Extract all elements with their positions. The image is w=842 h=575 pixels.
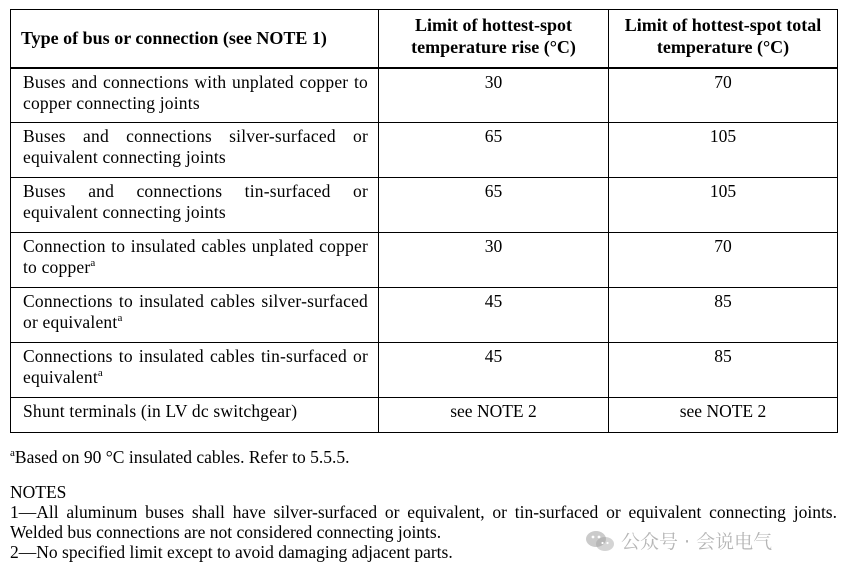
footnote-text: Based on 90 °C insulated cables. Refer to 5.5.5. <box>14 447 350 467</box>
description-text: Buses and connections with unplated copper to copper connecting joints <box>23 71 368 113</box>
row-description <box>11 178 379 233</box>
footnote-marker: a <box>117 312 123 325</box>
total-temperature-cell: 85 <box>609 288 838 343</box>
notes-title: NOTES <box>10 482 67 502</box>
row-description <box>11 123 379 178</box>
table-row <box>11 343 838 398</box>
table-footnote <box>10 447 349 468</box>
temperature-rise-cell: 30 <box>379 68 609 123</box>
temperature-rise-cell: 45 <box>379 288 609 343</box>
total-temperature-cell: 70 <box>609 233 838 288</box>
temperature-rise-cell: 65 <box>379 123 609 178</box>
watermark <box>585 527 772 554</box>
note-item: 1—All aluminum buses shall have silver-surfaced or equivalent, or tin-surfaced or equivalent connecting joints. Welded bus connections are not considered connecting joints. <box>10 502 837 542</box>
description-text: Shunt terminals (in LV dc switchgear) <box>23 401 298 421</box>
row-description <box>11 343 379 398</box>
footnote-marker: a <box>10 447 15 460</box>
table-row <box>11 398 838 433</box>
description-text: Buses and connections tin-surfaced or equivalent connecting joints <box>23 181 368 222</box>
description-text: Connection to insulated cables unplated copper to copper <box>23 236 368 277</box>
table-header-row <box>11 10 838 68</box>
description-text: Buses and connections silver-surfaced or equivalent connecting joints <box>23 126 368 167</box>
description-text: Connections to insulated cables silver-surfaced or equivalent <box>23 291 368 332</box>
header-total-temperature: Limit of hottest-spot total temperature (°C) <box>609 10 838 68</box>
table-row <box>11 123 838 178</box>
row-description <box>11 233 379 288</box>
table-row <box>11 233 838 288</box>
header-type: Type of bus or connection (see NOTE 1) <box>11 10 379 68</box>
temperature-limits-table <box>10 9 838 433</box>
total-temperature-cell: 105 <box>609 123 838 178</box>
row-description <box>11 398 379 433</box>
total-temperature-cell: 70 <box>609 68 838 123</box>
table-row <box>11 68 838 123</box>
table-row <box>11 288 838 343</box>
description-text: Connections to insulated cables tin-surfaced or equivalent <box>23 346 368 387</box>
total-temperature-cell: 85 <box>609 343 838 398</box>
row-description <box>11 68 379 123</box>
row-description <box>11 288 379 343</box>
footnote-marker: a <box>90 257 96 270</box>
note-item: 2—No specified limit except to avoid damaging adjacent parts. <box>10 542 453 562</box>
temperature-rise-cell: 30 <box>379 233 609 288</box>
temperature-rise-cell: 65 <box>379 178 609 233</box>
watermark-text: 公众号 · 会说电气 <box>621 531 773 553</box>
header-temperature-rise: Limit of hottest-spot temperature rise (°C) <box>379 10 609 68</box>
temperature-rise-cell: 45 <box>379 343 609 398</box>
footnote-marker: a <box>97 367 103 380</box>
total-temperature-cell: 105 <box>609 178 838 233</box>
wechat-icon <box>585 529 615 553</box>
total-temperature-cell: see NOTE 2 <box>609 398 838 433</box>
table-row <box>11 178 838 233</box>
temperature-rise-cell: see NOTE 2 <box>379 398 609 433</box>
